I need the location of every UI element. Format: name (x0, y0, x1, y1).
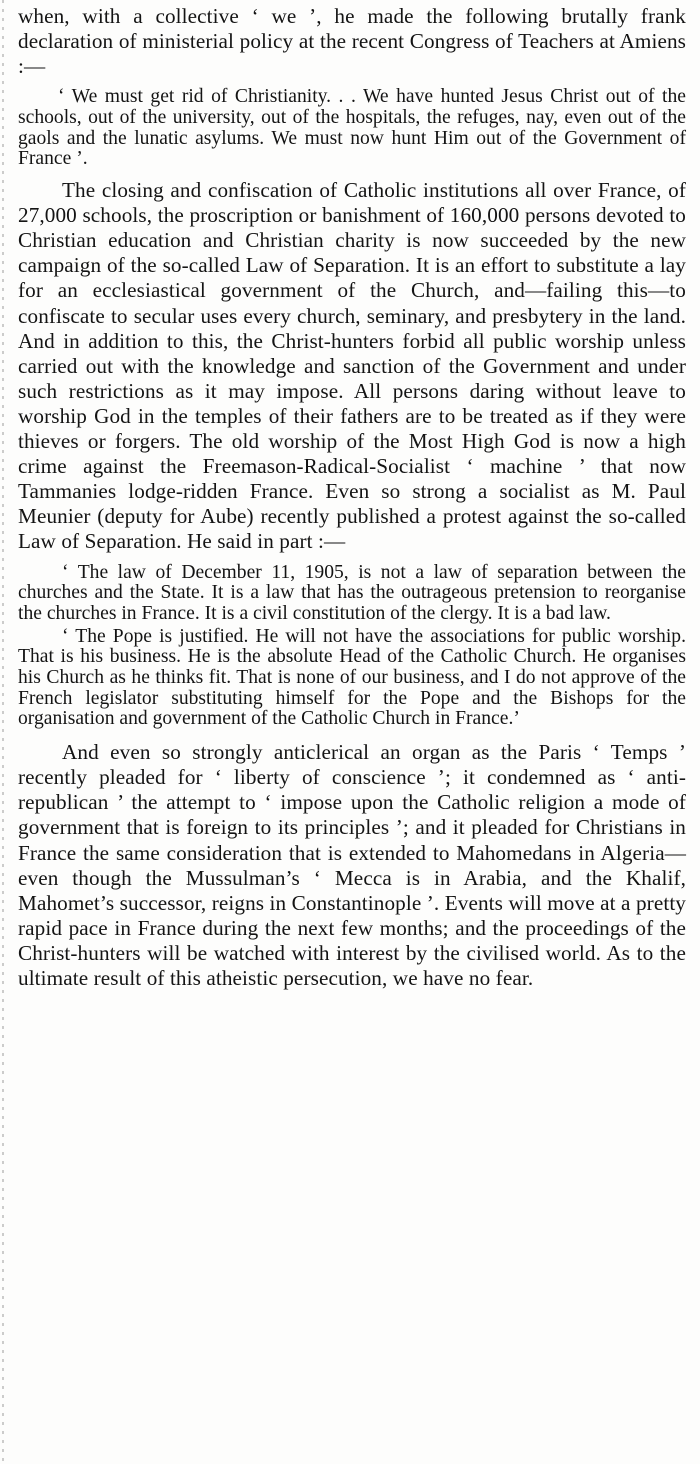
scan-edge-marks (2, 0, 4, 1464)
paragraph-intro: when, with a collective ‘ we ’, he made the following brutally frank declaration of ministerial policy at the recent Congress of Teachers at Amiens :— (18, 4, 686, 79)
paragraph-law-of-separation: The closing and confiscation of Catholic institutions all over France, of 27,000 schools, the proscription or banishment of 160,000 persons devoted to Christian education and Christian charity is now succeeded by the new campaign of the so-called Law of Separation. It is an effort to substitute a lay for an ecclesiastical government of the Church, and—failing this—to confiscate to secular uses every church, seminary, and presbytery in the land. And in addition to this, the Christ-hunters forbid all public worship unless carried out with the knowledge and sanction of the Government and under such restrictions as it may impose. All persons daring without leave to worship God in the temples of their fathers are to be treated as if they were thieves or forgers. The old worship of the Most High God is now a high crime against the Freemason-Radical-Socialist ‘ machine ’ that now Tammanies lodge-ridden France. Even so strong a socialist as M. Paul Meunier (deputy for Aube) recently published a protest against the so-called Law of Separation. He said in part :— (18, 178, 686, 554)
quote-meunier-pope: ‘ The Pope is justified. He will not have the associations for public worship. That is his business. He is the absolute Head of the Catholic Church. He organises his Church as he thinks fit. That is none of our business, and I do not approve of the French legislator substituting himself for the Pope and the Bishops for the organisation and government of the Catholic Church in France.’ (18, 625, 686, 730)
quote-meunier-law: ‘ The law of December 11, 1905, is not a law of separation between the churches and the State. It is a law that has the outrageous pretension to reorganise the churches in France. It is a civil constitution of the clergy. It is a bad law. (18, 561, 686, 624)
article-column (18, 4, 686, 991)
quote-ministerial-declaration: ‘ We must get rid of Christianity. . . We have hunted Jesus Christ out of the schools, out of the university, out of the hospitals, the refuges, nay, even out of the gaols and the lunatic asylums. We must now hunt Him out of the Government of France ’. (18, 86, 686, 170)
paragraph-paris-temps: And even so strongly anticlerical an organ as the Paris ‘ Temps ’ recently pleaded for ‘ liberty of conscience ’; it condemned as ‘ anti-republican ’ the attempt to ‘ impose upon the Catholic religion a mode of government that is foreign to its principles ’; and it pleaded for Christians in France the same consideration that is extended to Mahomedans in Algeria—even though the Mussulman’s ‘ Mecca is in Arabia, and the Khalif, Mahomet’s successor, reigns in Constantinople ’. Events will move at a pretty rapid pace in France during the next few months; and the proceedings of the Christ-hunters will be watched with interest by the civilised world. As to the ultimate result of this atheistic persecution, we have no fear. (18, 740, 686, 990)
